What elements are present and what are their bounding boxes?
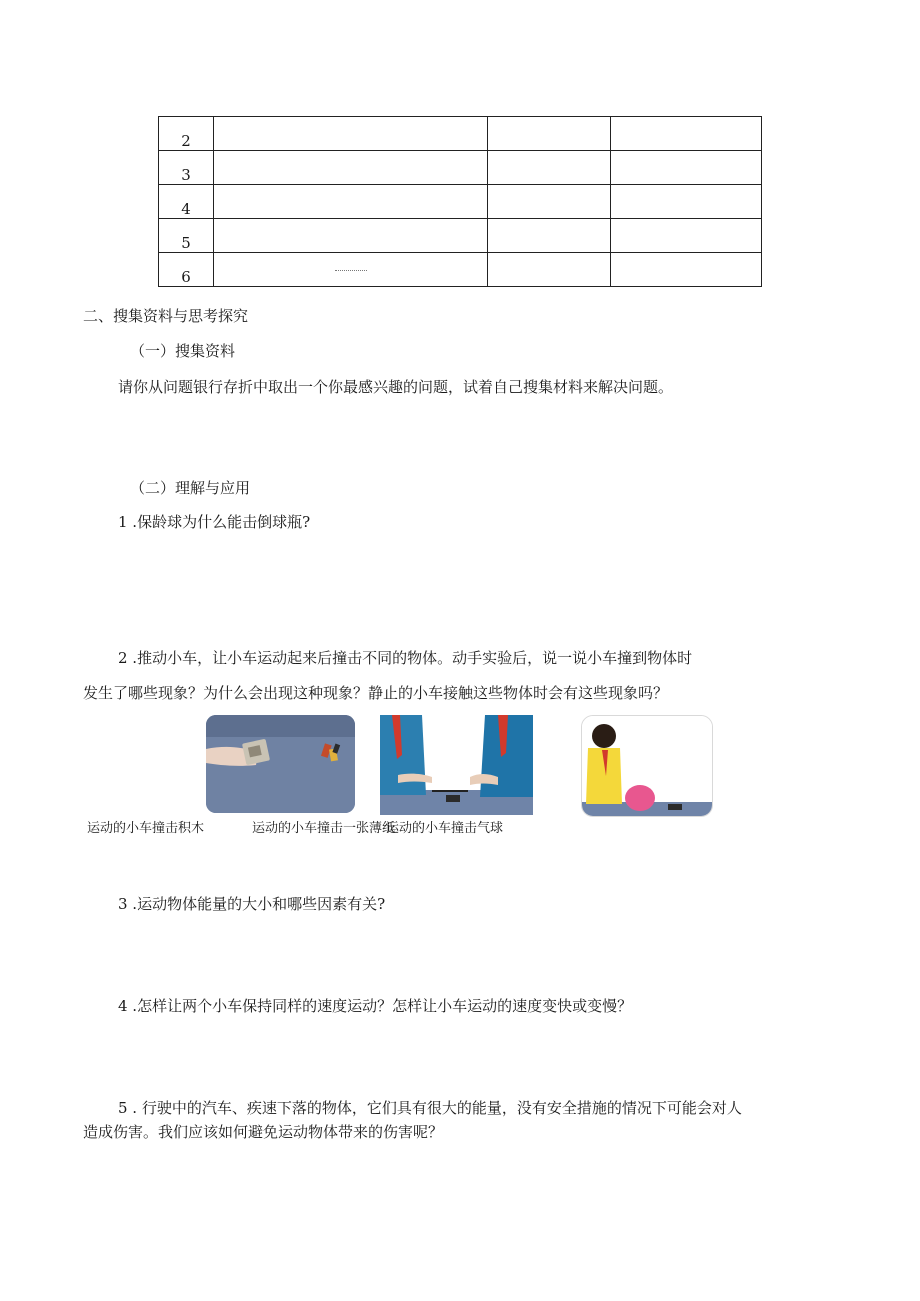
- caption-balloon: 运动的小车撞击气球: [386, 821, 504, 836]
- caption-blocks: 运动的小车撞击积木: [87, 821, 205, 836]
- table-cell: [214, 151, 488, 185]
- question-1: 1 .保龄球为什么能击倒球瓶?: [118, 513, 311, 531]
- table-cell: [488, 151, 611, 185]
- row-number: 3: [159, 151, 214, 185]
- row-number: 2: [159, 117, 214, 151]
- row-number: 4: [159, 185, 214, 219]
- photo-car-hits-balloon-image: [582, 716, 712, 816]
- answer-table: [158, 116, 762, 287]
- caption-paper: 运动的小车撞击一张薄纸: [252, 821, 396, 836]
- table-row: [159, 151, 762, 185]
- table-cell: [214, 185, 488, 219]
- photo-car-hits-blocks: [206, 715, 355, 813]
- question-5-line2: 造成伤害。我们应该如何避免运动物体带来的伤害呢？: [83, 1123, 444, 1141]
- photo-car-hits-blocks-image: [206, 715, 355, 813]
- question-3: 3 .运动物体能量的大小和哪些因素有关?: [118, 895, 386, 913]
- question-2-line1: 2 .推动小车，让小车运动起来后撞击不同的物体。动手实验后，说一说小车撞到物体时: [118, 649, 693, 667]
- table-cell: [488, 185, 611, 219]
- table-row: [159, 219, 762, 253]
- subsection-heading-collect: （一）搜集资料: [130, 342, 236, 360]
- table-cell: [611, 219, 762, 253]
- table-row: [159, 185, 762, 219]
- table-cell: [214, 117, 488, 151]
- table-row: [159, 253, 762, 287]
- table-cell: [611, 253, 762, 287]
- table-cell: [611, 185, 762, 219]
- photo-car-hits-balloon: [581, 715, 713, 817]
- table-cell: [488, 253, 611, 287]
- question-5-line1: 5 . 行驶中的汽车、疾速下落的物体，它们具有很大的能量，没有安全措施的情况下可能会对人: [118, 1099, 742, 1117]
- photo-car-hits-paper-image: [380, 715, 533, 815]
- table-cell: [611, 117, 762, 151]
- table-cell: [214, 219, 488, 253]
- question-2-line2: 发生了哪些现象？为什么会出现这种现象？静止的小车接触这些物体时会有这些现象吗？: [83, 684, 669, 702]
- table-cell: [488, 117, 611, 151]
- photo-car-hits-paper: [380, 715, 533, 815]
- collect-instruction: 请你从问题银行存折中取出一个你最感兴趣的问题，试着自己搜集材料来解决问题。: [118, 378, 674, 396]
- row-number: 6: [159, 253, 214, 287]
- table-cell: [611, 151, 762, 185]
- question-4: 4 .怎样让两个小车保持同样的速度运动？怎样让小车运动的速度变快或变慢？: [118, 997, 633, 1015]
- dotted-mark: [335, 270, 367, 271]
- row-number: 5: [159, 219, 214, 253]
- table-cell: [214, 253, 488, 287]
- subsection-heading-apply: （二）理解与应用: [130, 479, 251, 497]
- table-row: [159, 117, 762, 151]
- table-cell: [488, 219, 611, 253]
- section-heading: 二、搜集资料与思考探究: [83, 307, 249, 325]
